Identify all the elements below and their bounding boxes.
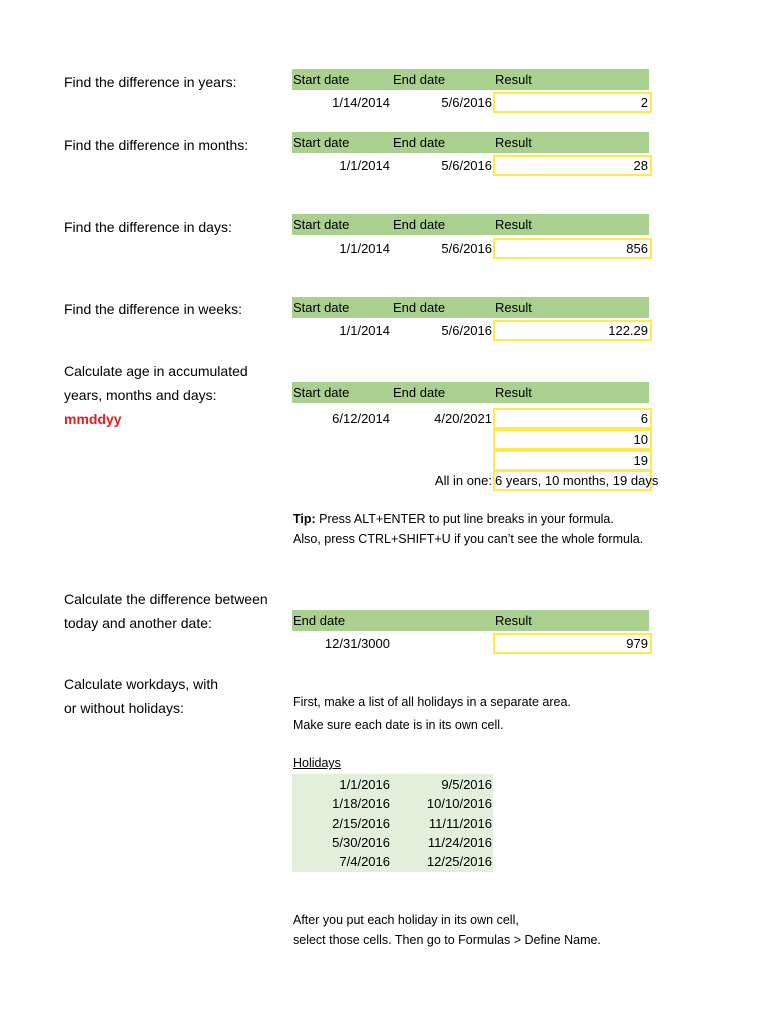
header-row-months (292, 132, 649, 153)
question-age-label-line2: years, months and days: (64, 387, 217, 403)
result-days-cell[interactable]: 19 (493, 450, 652, 471)
header-row-days (292, 214, 649, 235)
start-date-header: Start date (293, 385, 350, 400)
result-years-cell[interactable]: 6 (493, 408, 652, 429)
start-date-header: Start date (293, 135, 350, 150)
holiday-cell[interactable]: 1/1/2016 (339, 777, 390, 792)
result-header: Result (495, 613, 532, 628)
start-date-header: Start date (293, 72, 350, 87)
result-header: Result (495, 217, 532, 232)
end-date-cell[interactable]: 4/20/2021 (434, 411, 492, 426)
question-weeks-label: Find the difference in weeks: (64, 301, 242, 317)
all-in-one-label: All in one: (434, 473, 492, 488)
holiday-cell[interactable]: 10/10/2016 (426, 796, 492, 811)
end-date-cell[interactable]: 5/6/2016 (441, 158, 492, 173)
end-date-header: End date (393, 300, 446, 315)
tip-text: Press ALT+ENTER to put line breaks in your formula. (315, 512, 614, 526)
define-name-note-2: select those cells. Then go to Formulas > Define Name. (293, 933, 601, 947)
define-name-note-1: After you put each holiday in its own cell, (293, 913, 519, 927)
start-date-cell[interactable]: 1/1/2014 (339, 241, 390, 256)
holiday-cell[interactable]: 2/15/2016 (332, 816, 390, 831)
tip-line-2: Also, press CTRL+SHIFT+U if you can’t see the whole formula. (293, 532, 644, 546)
header-row-today (292, 610, 649, 631)
start-date-header: Start date (293, 300, 350, 315)
tip-label: Tip: (293, 512, 316, 526)
start-date-cell[interactable]: 1/1/2014 (339, 158, 390, 173)
result-header: Result (495, 300, 532, 315)
header-row-weeks (292, 297, 649, 318)
holiday-cell[interactable]: 11/11/2016 (428, 816, 492, 831)
result-months-cell[interactable]: 10 (493, 429, 652, 450)
question-today-label-line2: today and another date: (64, 615, 212, 631)
end-date-cell[interactable]: 12/31/3000 (324, 636, 390, 651)
question-days-label: Find the difference in days: (64, 219, 232, 235)
holiday-cell[interactable]: 1/18/2016 (332, 796, 390, 811)
result-cell[interactable]: 28 (493, 155, 652, 176)
holiday-cell[interactable]: 7/4/2016 (339, 854, 390, 869)
result-cell[interactable]: 2 (493, 92, 652, 113)
end-date-header: End date (393, 385, 446, 400)
result-header: Result (495, 72, 532, 87)
result-header: Result (495, 385, 532, 400)
result-cell[interactable]: 979 (493, 633, 652, 654)
holiday-cell[interactable]: 5/30/2016 (332, 835, 390, 850)
result-header: Result (495, 135, 532, 150)
question-workdays-label-line1: Calculate workdays, with (64, 676, 219, 692)
question-workdays-label-line2: or without holidays: (64, 700, 184, 716)
result-cell[interactable]: 122.29 (493, 320, 652, 341)
end-date-header: End date (393, 135, 446, 150)
start-date-cell[interactable]: 6/12/2014 (332, 411, 390, 426)
all-in-one-result-cell[interactable]: 6 years, 10 months, 19 days (493, 470, 652, 491)
start-date-cell[interactable]: 1/1/2014 (339, 323, 390, 338)
end-date-cell[interactable]: 5/6/2016 (441, 241, 492, 256)
holidays-title: Holidays (293, 756, 341, 770)
end-date-header: End date (393, 72, 446, 87)
header-row-age (292, 382, 649, 403)
result-cell[interactable]: 856 (493, 238, 652, 259)
end-date-header: End date (293, 613, 346, 628)
date-format-note: mmddyy (64, 411, 122, 427)
holiday-cell[interactable]: 12/25/2016 (426, 854, 492, 869)
question-months-label: Find the difference in months: (64, 137, 249, 153)
end-date-cell[interactable]: 5/6/2016 (441, 95, 492, 110)
question-today-label-line1: Calculate the difference between (64, 591, 268, 607)
holiday-note-1: First, make a list of all holidays in a separate area. (293, 695, 571, 709)
start-date-header: Start date (293, 217, 350, 232)
header-row-years (292, 69, 649, 90)
question-age-label-line1: Calculate age in accumulated (64, 363, 248, 379)
question-years-label: Find the difference in years: (64, 74, 237, 90)
end-date-cell[interactable]: 5/6/2016 (441, 323, 492, 338)
holiday-cell[interactable]: 11/24/2016 (427, 835, 492, 850)
start-date-cell[interactable]: 1/14/2014 (332, 95, 390, 110)
holiday-cell[interactable]: 9/5/2016 (441, 777, 492, 792)
holiday-note-2: Make sure each date is in its own cell. (293, 718, 504, 732)
end-date-header: End date (393, 217, 446, 232)
tip-line-1 (293, 509, 614, 529)
